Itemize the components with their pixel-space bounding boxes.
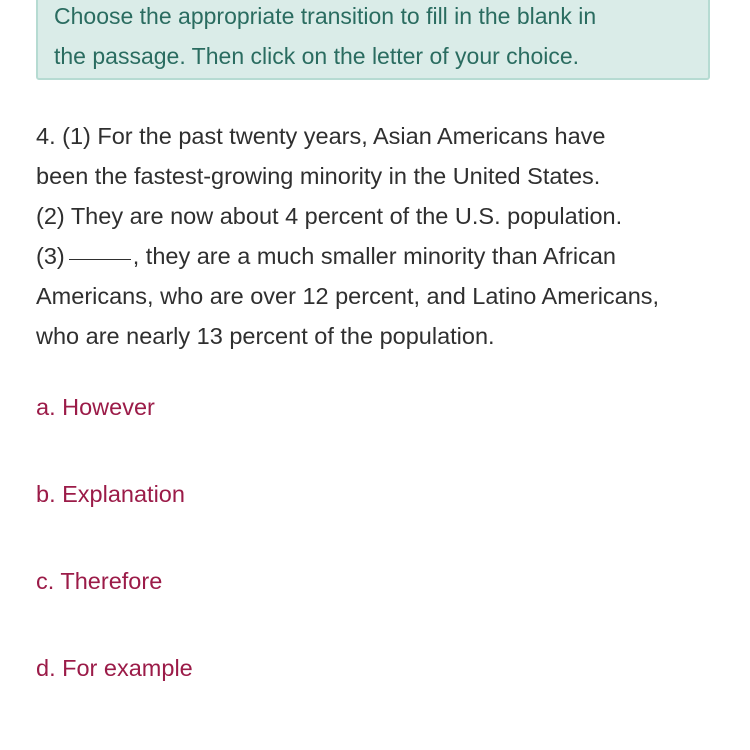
sentence-number: (3) (36, 243, 65, 269)
choice-c-therefore[interactable]: c. Therefore (36, 568, 163, 594)
passage-line-4 (36, 236, 726, 276)
answer-blank (69, 258, 131, 260)
choice-a-however[interactable]: a. However (36, 394, 155, 420)
choice-d-for-example[interactable]: d. For example (36, 655, 193, 681)
passage (36, 116, 726, 356)
instruction-line-1: Choose the appropriate transition to fill in the blank in (54, 3, 597, 29)
passage-line-5: Americans, who are over 12 percent, and Latino Americans, (36, 283, 660, 309)
passage-line-1: 4. (1) For the past twenty years, Asian Americans have (36, 123, 606, 149)
instruction-line-2: the passage. Then click on the letter of your choice. (54, 43, 580, 69)
choice-b-explanation[interactable]: b. Explanation (36, 481, 185, 507)
passage-line-3: (2) They are now about 4 percent of the U.S. population. (36, 203, 623, 229)
passage-line-4-text: , they are a much smaller minority than African (132, 243, 616, 269)
passage-line-6: who are nearly 13 percent of the population. (36, 323, 495, 349)
passage-line-2: been the fastest-growing minority in the United States. (36, 163, 601, 189)
instruction-box (36, 0, 710, 80)
